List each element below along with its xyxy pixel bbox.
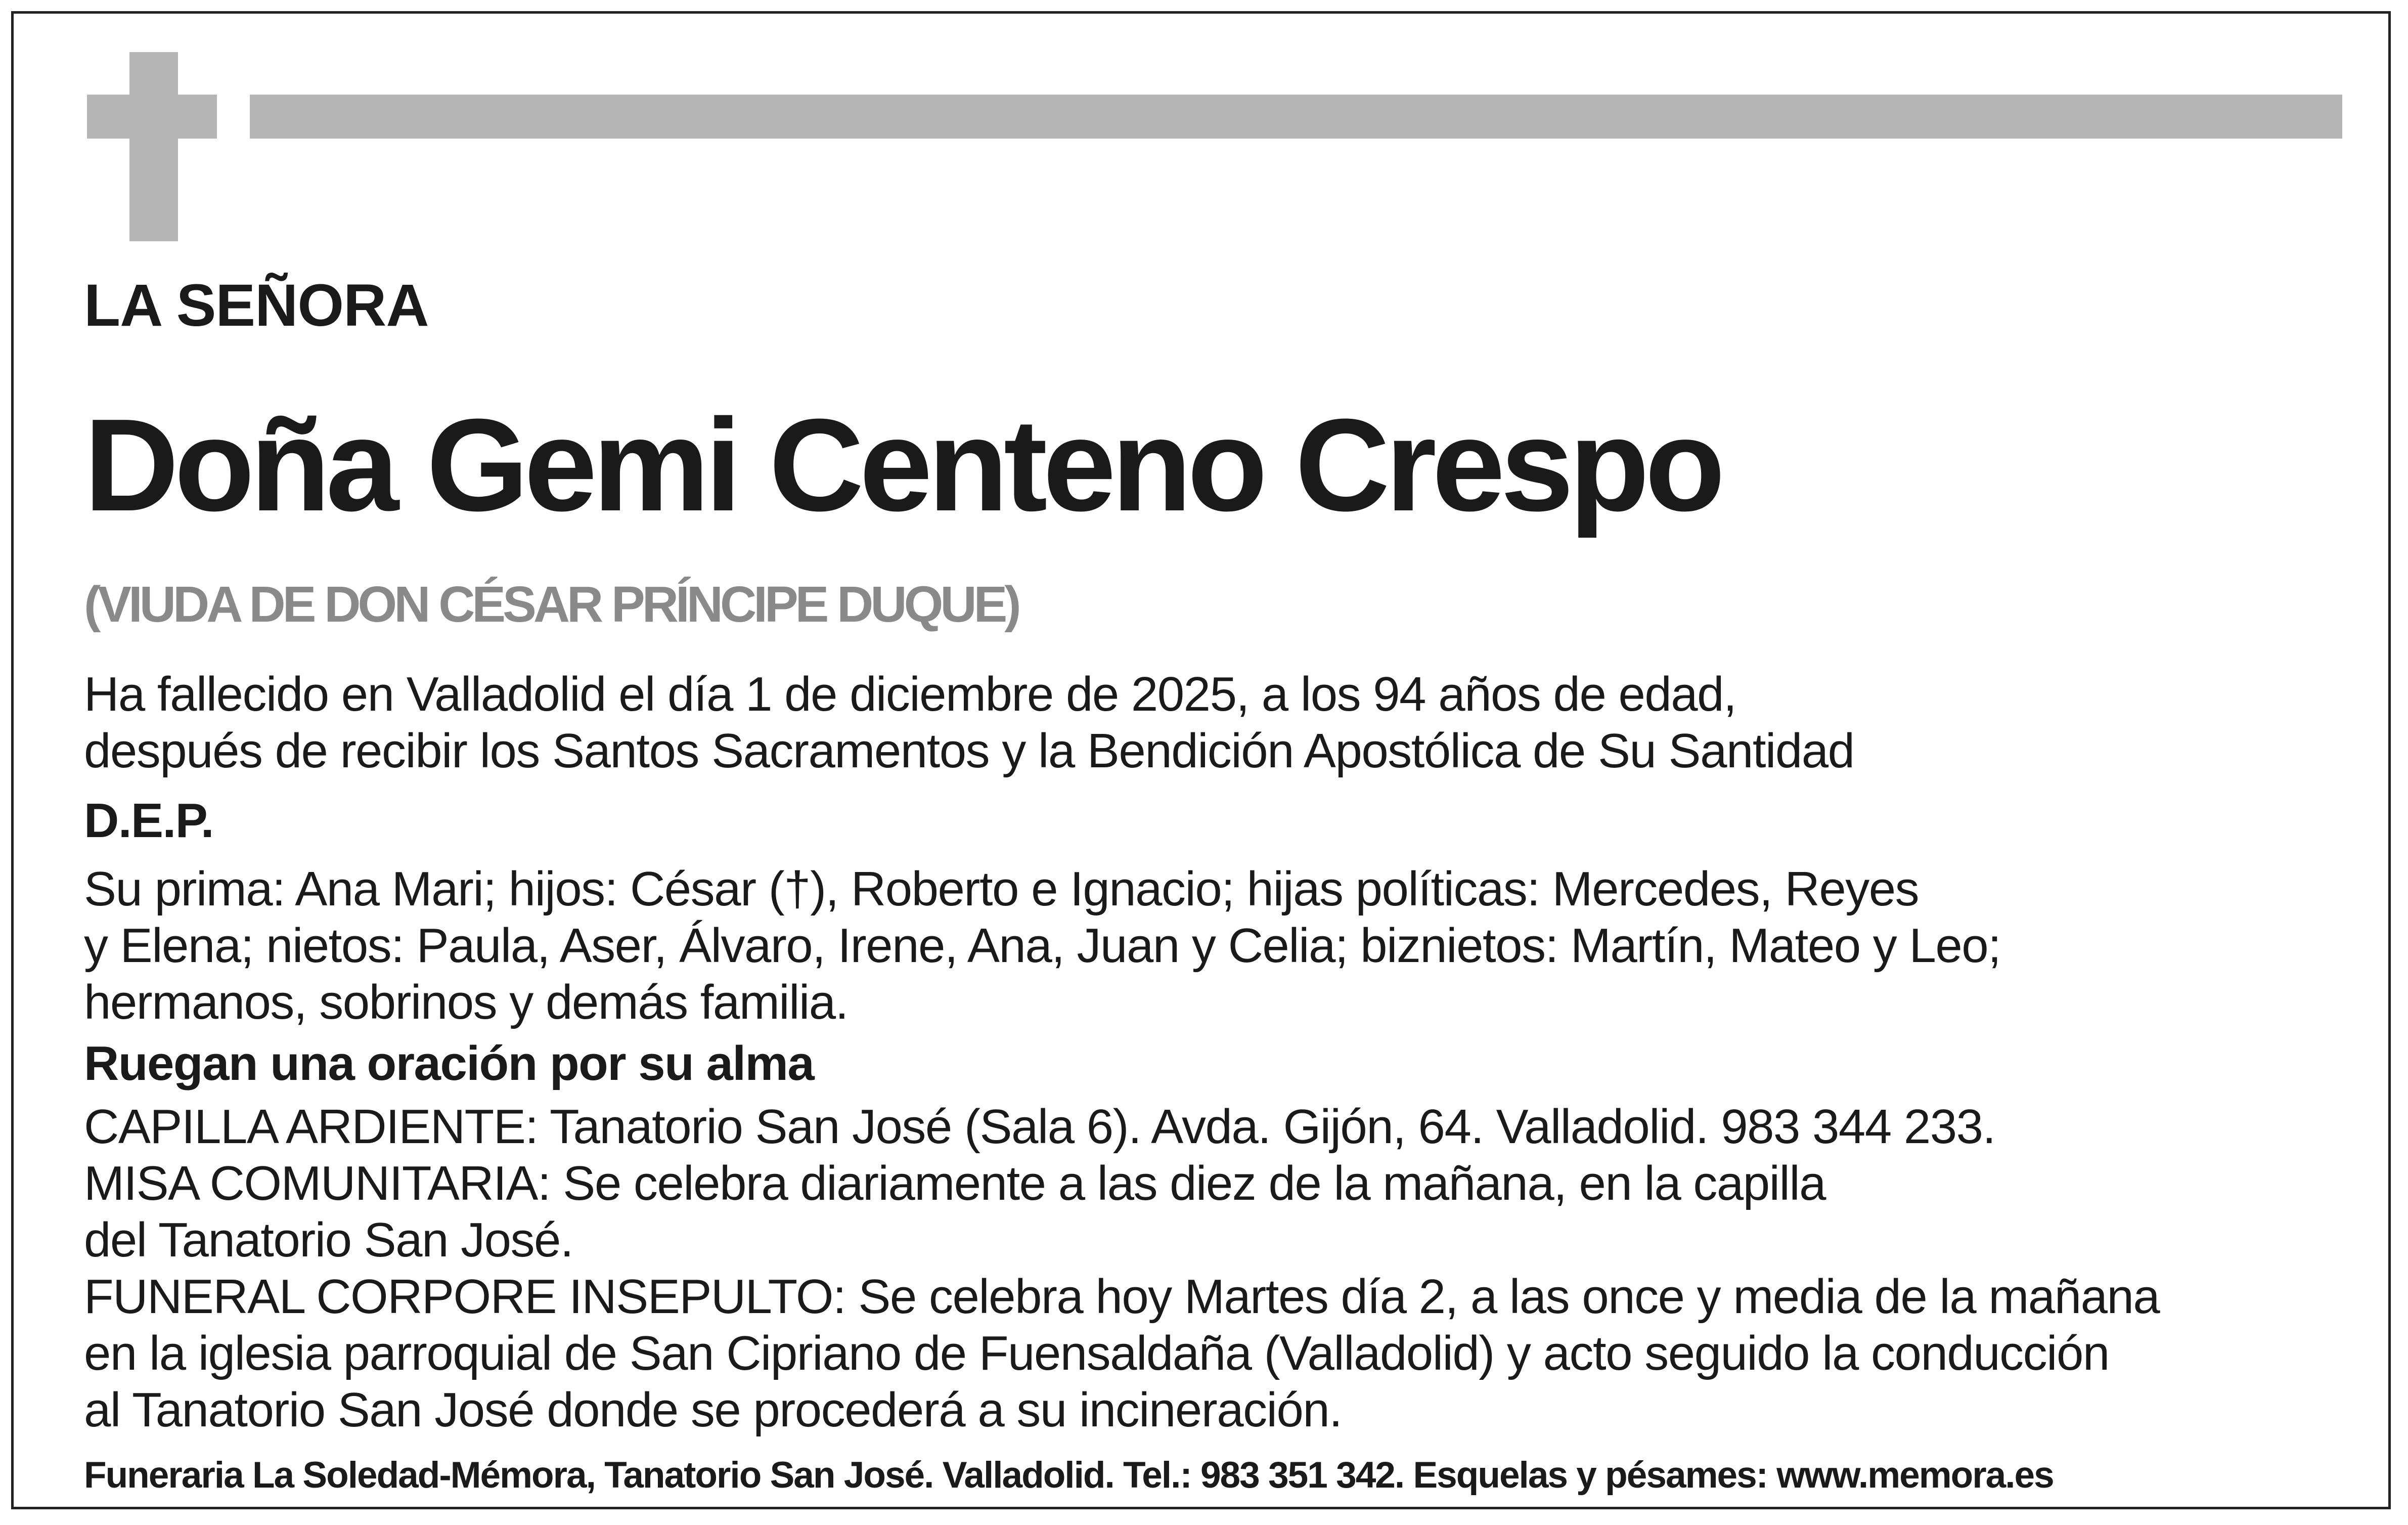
service-line: del Tanatorio San José.	[84, 1213, 573, 1267]
service-line: en la iglesia parroquial de San Cipriano de Fuensaldaña (Valladolid) y acto seguido la conducción	[84, 1326, 2109, 1380]
death-notice-line: después de recibir los Santos Sacramentos y la Bendición Apostólica de Su Santidad	[84, 724, 1854, 778]
cross-icon	[129, 52, 178, 241]
deceased-name: Doña Gemi Centeno Crespo	[84, 392, 1721, 539]
cross-icon-bar	[87, 95, 217, 139]
header-rule	[250, 95, 2342, 139]
service-line: al Tanatorio San José donde se procederá a su incineración.	[84, 1383, 1342, 1437]
spouse-note: (VIUDA DE DON CÉSAR PRÍNCIPE DUQUE)	[84, 576, 1018, 633]
death-notice-line: Ha fallecido en Valladolid el día 1 de diciembre de 2025, a los 94 años de edad,	[84, 667, 1736, 721]
service-line: CAPILLA ARDIENTE: Tanatorio San José (Sala 6). Avda. Gijón, 64. Valladolid. 983 344 233.	[84, 1100, 1995, 1154]
family-line: y Elena; nietos: Paula, Aser, Álvaro, Irene, Ana, Juan y Celia; biznietos: Martín, Mateo y Leo;	[84, 919, 2001, 973]
service-line: MISA COMUNITARIA: Se celebra diariamente a las diez de la mañana, en la capilla	[84, 1156, 1826, 1210]
family-line: Su prima: Ana Mari; hijos: César (†), Roberto e Ignacio; hijas políticas: Mercedes, Reyes	[84, 862, 1919, 916]
service-line: FUNERAL CORPORE INSEPULTO: Se celebra hoy Martes día 2, a las once y media de la mañana	[84, 1270, 2160, 1324]
prayer-heading: Ruegan una oración por su alma	[84, 1036, 814, 1091]
dep-heading: D.E.P.	[84, 794, 214, 848]
funeral-home-footer: Funeraria La Soledad-Mémora, Tanatorio San José. Valladolid. Tel.: 983 351 342. Esquelas y pésames: www.memora.es	[84, 1455, 2054, 1496]
family-line: hermanos, sobrinos y demás familia.	[84, 975, 848, 1029]
honorific: LA SEÑORA	[84, 272, 429, 339]
